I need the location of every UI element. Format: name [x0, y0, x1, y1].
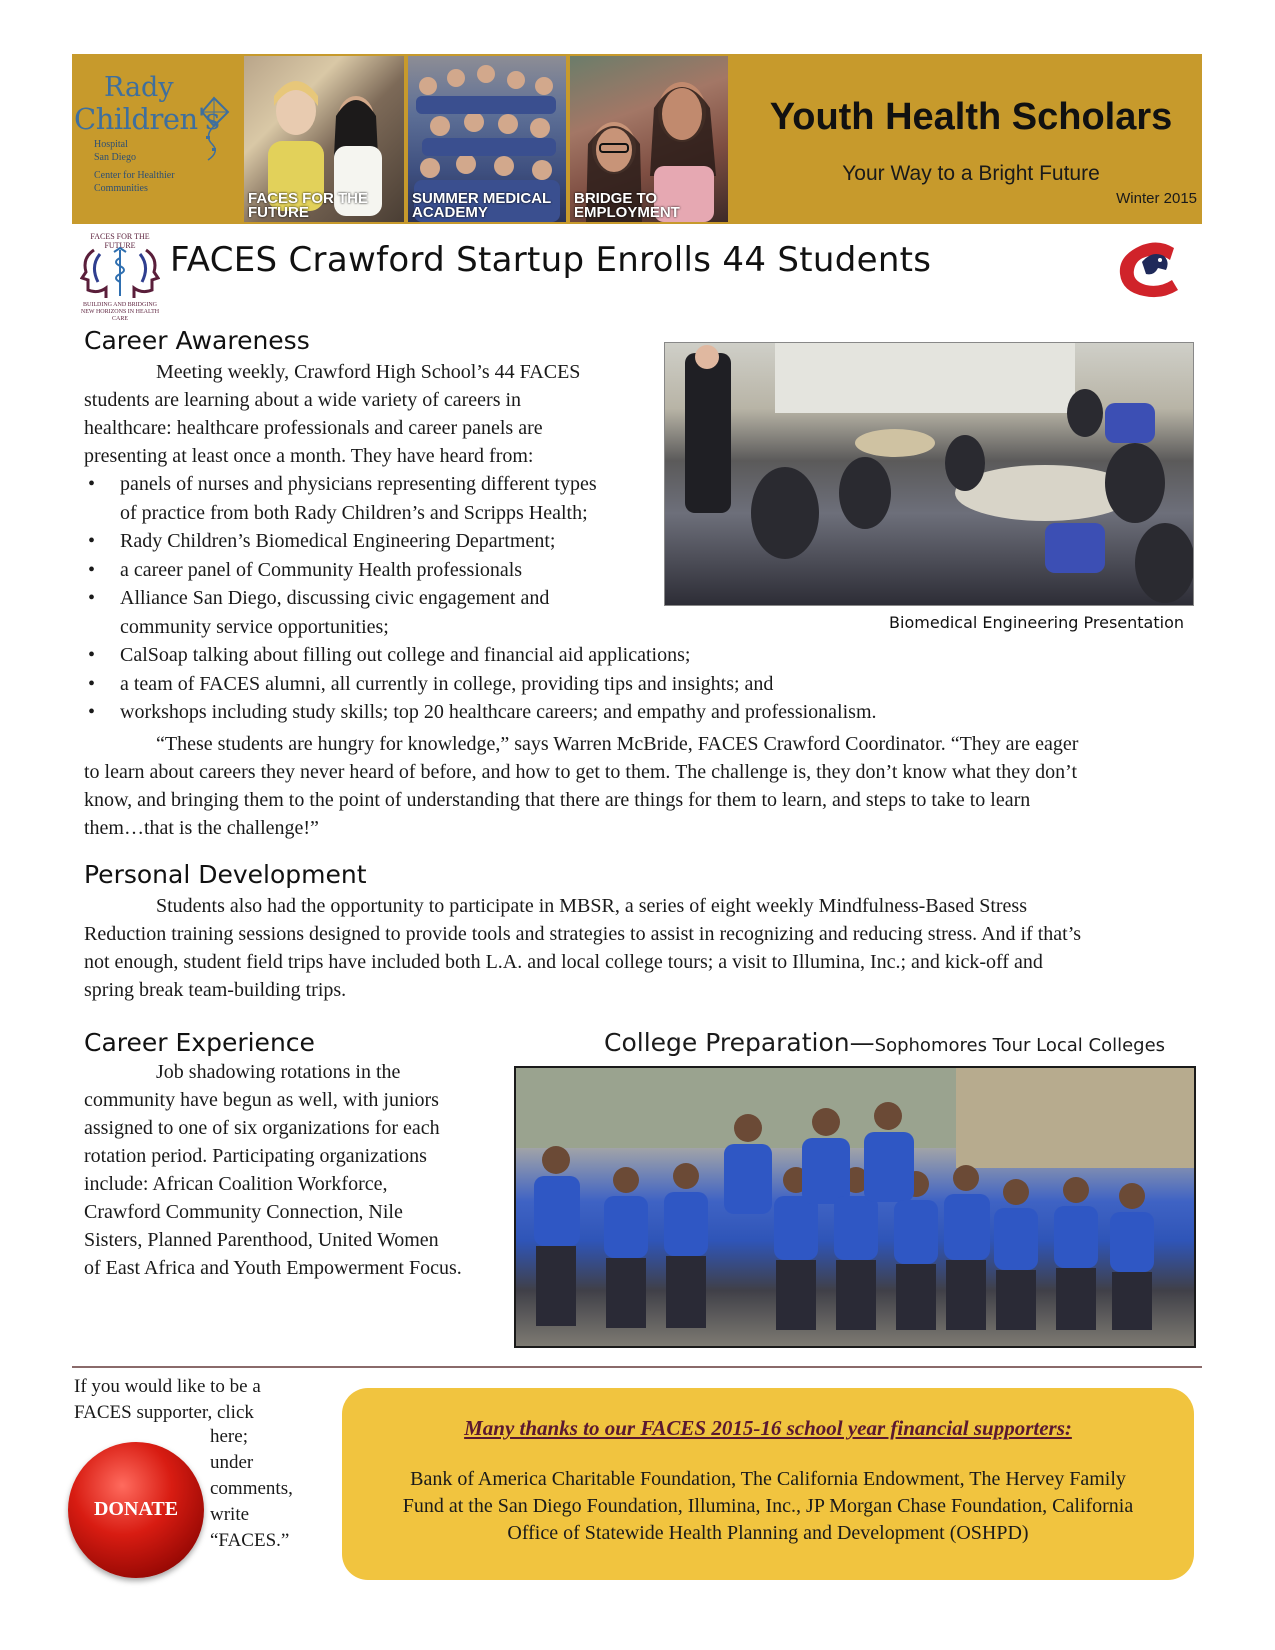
- text-line: [84, 730, 1204, 758]
- donate-instructions: [74, 1374, 261, 1426]
- college-prep-subheading: Sophomores Tour Local Colleges: [874, 1035, 1166, 1056]
- ce-line-3: assigned to one of six organizations for each: [84, 1117, 440, 1139]
- donate-button-label: DONATE: [93, 1498, 179, 1520]
- supporters-title: Many thanks to our FACES 2015-16 school year financial supporters:: [464, 1416, 1072, 1440]
- list-item-line: of practice from both Rady Children’s and Scripps Health;: [120, 501, 588, 524]
- newsletter-title: Youth Health Scholars: [769, 96, 1173, 138]
- supporters-line-1: Bank of America Charitable Foundation, The California Endowment, The Hervey Family: [410, 1468, 1126, 1490]
- college-prep-heading: College Preparation: [604, 1028, 850, 1057]
- program-photo-faces[interactable]: [244, 56, 404, 222]
- college-prep-heading-row: [604, 1028, 1165, 1057]
- program-label-faces-line1: FACES FOR THE: [248, 190, 369, 207]
- career-experience-body: [84, 1058, 514, 1282]
- ce-line-5: include: African Coalition Workforce,: [84, 1173, 388, 1195]
- pd-line-4: spring break team-building trips.: [84, 979, 347, 1001]
- logo-hospital: Hospital: [94, 139, 128, 150]
- program-label-sma-line2: ACADEMY: [412, 204, 488, 221]
- footer-divider: [72, 1366, 1202, 1368]
- list-item-line: panels of nurses and physicians representing different types: [120, 473, 597, 495]
- text-line: [84, 358, 664, 386]
- photo-caption: Biomedical Engineering Presentation: [889, 613, 1184, 632]
- ce-line-4: rotation period. Participating organizations: [84, 1145, 427, 1167]
- bullet-icon: •: [88, 530, 96, 552]
- quote-line-4: them…that is the challenge!”: [84, 817, 319, 839]
- supporters-list: [362, 1466, 1174, 1547]
- program-label-sma-line1: SUMMER MEDICAL: [412, 190, 552, 207]
- biomedical-presentation-photo: [664, 342, 1194, 606]
- pd-line-2: Reduction training sessions designed to provide tools and strategies to assist in recognizing and reducing stress. And if that’s: [84, 923, 1082, 945]
- article-headline: FACES Crawford Startup Enrolls 44 Students: [170, 240, 932, 280]
- intro-line-3: healthcare: healthcare professionals and career panels are: [84, 417, 543, 439]
- list-item: [84, 641, 1194, 670]
- faces-for-the-future-logo: [74, 232, 166, 324]
- career-awareness-intro: [84, 358, 664, 470]
- list-item: [84, 670, 1194, 699]
- program-photo-bridge-to-employment[interactable]: [570, 56, 728, 222]
- logo-name-line2: Children's: [74, 102, 220, 136]
- supporters-line-3: Office of Statewide Health Planning and Development (OSHPD): [507, 1522, 1029, 1544]
- intro-line-2: students are learning about a wide variety of careers in: [84, 389, 522, 411]
- logo-city: San Diego: [94, 152, 136, 163]
- rady-childrens-logo[interactable]: [72, 54, 240, 224]
- program-label-faces-line2: FUTURE: [248, 204, 309, 221]
- faces-profiles-icon: [80, 242, 160, 302]
- quote-line-1: “These students are hungry for knowledge,” says Warren McBride, FACES Crawford Coordinator. “They are eager: [156, 733, 1079, 755]
- donate-side-line-5: “FACES.”: [210, 1530, 290, 1551]
- text-line: [84, 1058, 514, 1086]
- ce-line-1: Job shadowing rotations in the: [156, 1061, 401, 1083]
- quote-line-2: to learn about careers they never heard of before, and how to get to them. The challenge is, they don’t know what they don’t: [84, 761, 1078, 783]
- ce-line-8: of East Africa and Youth Empowerment Focus.: [84, 1257, 462, 1279]
- sophomore-tour-group-photo: [514, 1066, 1196, 1348]
- bullet-icon: •: [88, 672, 96, 695]
- newsletter-tagline: Your Way to a Bright Future: [842, 162, 1100, 185]
- career-awareness-heading: Career Awareness: [84, 326, 310, 355]
- ce-line-6: Crawford Community Connection, Nile: [84, 1201, 403, 1223]
- donate-button[interactable]: [68, 1442, 204, 1578]
- donate-side-line-1: here;: [210, 1426, 248, 1447]
- faces-logo-bottom-line1: BUILDING AND BRIDGING: [83, 302, 157, 308]
- intro-line-4: presenting at least once a month. They have heard from:: [84, 445, 534, 467]
- newsletter-issue-date: Winter 2015: [1116, 190, 1197, 207]
- bullet-icon: •: [88, 701, 96, 723]
- logo-center-line1: Center for Healthier: [94, 170, 175, 181]
- logo-center-line2: Communities: [94, 183, 148, 194]
- list-item-line: community service opportunities;: [120, 615, 389, 638]
- bullet-icon: •: [88, 587, 96, 609]
- college-prep-dash: —: [849, 1028, 875, 1057]
- text-line: [84, 892, 1204, 920]
- personal-development-heading: Personal Development: [84, 860, 367, 889]
- logo-name-line1: Rady: [104, 72, 174, 103]
- group-photo-image: [516, 1068, 1194, 1346]
- quote-line-3: know, and bringing them to the point of understanding that there are things for them to learn, and steps to take to learn: [84, 789, 1031, 811]
- ce-line-2: community have begun as well, with juniors: [84, 1089, 439, 1111]
- list-item-line: workshops including study skills; top 20 healthcare careers; and empathy and professionalism.: [120, 701, 877, 723]
- personal-development-body: [84, 892, 1204, 1004]
- intro-line-1: Meeting weekly, Crawford High School’s 44 FACES: [156, 361, 581, 383]
- donate-side-line-2: under: [210, 1452, 254, 1473]
- donate-line-2: FACES supporter, click: [74, 1402, 254, 1423]
- bullet-icon: •: [88, 644, 96, 666]
- program-label-bridge-line2: EMPLOYMENT: [574, 204, 680, 221]
- list-item-line: a team of FACES alumni, all currently in college, providing tips and insights; and: [120, 672, 774, 695]
- donate-side-instructions: [210, 1424, 293, 1554]
- faces-logo-top-text: FACES FOR THE FUTURE: [90, 232, 150, 250]
- list-item-line: Rady Children’s Biomedical Engineering Department;: [120, 530, 556, 552]
- kite-icon: [192, 94, 232, 164]
- program-label-summer-medical-academy: [412, 192, 551, 220]
- program-label-bridge-to-employment: [574, 192, 680, 220]
- program-label-bridge-line1: BRIDGE TO: [574, 190, 658, 207]
- faces-logo-bottom-text: [74, 302, 166, 323]
- pd-line-1: Students also had the opportunity to participate in MBSR, a series of eight weekly Mindfulness-Based Stress: [156, 895, 1027, 917]
- faces-logo-bottom-line2: NEW HORIZONS IN HEALTH CARE: [80, 309, 160, 322]
- classroom-photo-image: [665, 343, 1193, 605]
- list-item-line: Alliance San Diego, discussing civic engagement and: [120, 587, 550, 609]
- list-item-line: a career panel of Community Health professionals: [120, 558, 523, 581]
- donate-side-line-4: write: [210, 1504, 250, 1525]
- ce-line-7: Sisters, Planned Parenthood, United Women: [84, 1229, 439, 1251]
- list-item-line: CalSoap talking about filling out college and financial aid applications;: [120, 644, 691, 666]
- supporters-line-2: Fund at the San Diego Foundation, Illumina, Inc., JP Morgan Chase Foundation, California: [402, 1495, 1134, 1517]
- coordinator-quote: [84, 730, 1204, 842]
- crawford-c-logo: [1112, 240, 1186, 300]
- list-item: [84, 698, 1194, 727]
- supporters-box: [342, 1388, 1194, 1580]
- program-photo-summer-medical-academy[interactable]: [408, 56, 566, 222]
- career-experience-heading: Career Experience: [84, 1028, 315, 1057]
- donate-side-line-3: comments,: [210, 1478, 293, 1499]
- bullet-icon: •: [88, 558, 96, 581]
- donate-line-1: If you would like to be a: [74, 1376, 261, 1397]
- bullet-icon: •: [88, 473, 96, 495]
- pd-line-3: not enough, student field trips have included both L.A. and local college tours; a visit to Illumina, Inc.; and kick-off and: [84, 951, 1043, 973]
- program-label-faces: [248, 192, 368, 220]
